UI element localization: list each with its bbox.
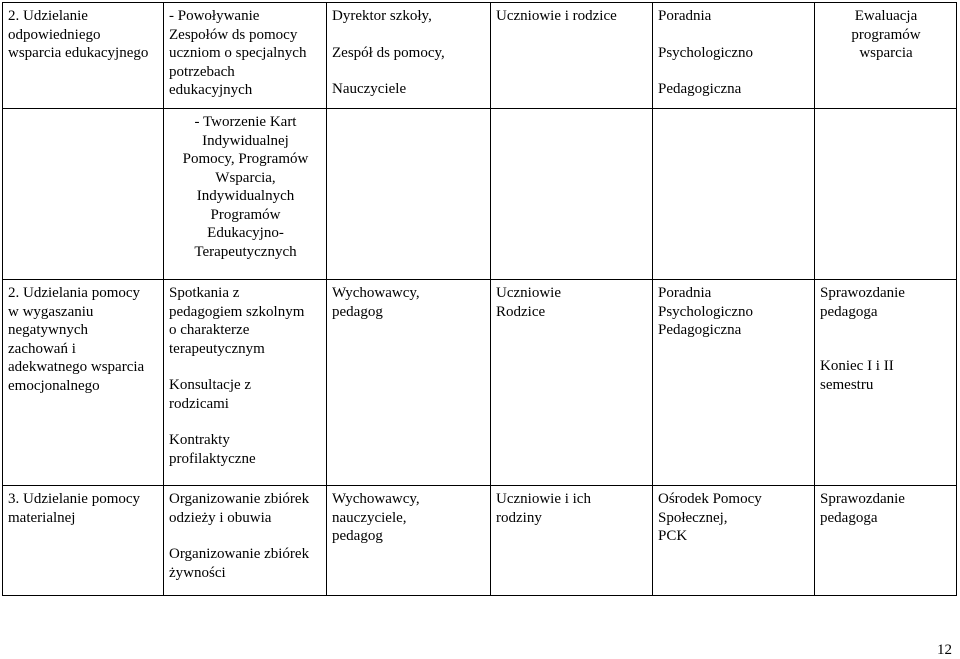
table-cell: Dyrektor szkoły, Zespół ds pomocy, Nauczyciele [327,3,491,109]
table-cell [327,109,491,280]
table-cell: Poradnia Psychologiczno Pedagogiczna [653,3,815,109]
table-cell: Sprawozdanie pedagoga Koniec I i II semestru [815,280,957,486]
table-cell [3,109,164,280]
table-cell: 2. Udzielania pomocy w wygaszaniu negatywnych zachowań i adekwatnego wsparcia emocjonalnego [3,280,164,486]
table-row [3,486,957,596]
table-cell: Spotkania z pedagogiem szkolnym o charakterze terapeutycznym Konsultacje z rodzicami Kontrakty profilaktyczne [164,280,327,486]
table-cell: Uczniowie i ich rodziny [491,486,653,596]
table-cell: Wychowawcy, pedagog [327,280,491,486]
table-cell: 2. Udzielanie odpowiedniego wsparcia edukacyjnego [3,3,164,109]
table-cell: Ośrodek Pomocy Społecznej, PCK [653,486,815,596]
table-cell [491,109,653,280]
table-cell: Wychowawcy, nauczyciele, pedagog [327,486,491,596]
table-cell: Sprawozdanie pedagoga [815,486,957,596]
document-table [2,2,957,596]
table-cell: Organizowanie zbiórek odzieży i obuwia Organizowanie zbiórek żywności [164,486,327,596]
table-cell: Uczniowie i rodzice [491,3,653,109]
table-cell [815,109,957,280]
table-cell: 3. Udzielanie pomocy materialnej [3,486,164,596]
table-cell: - Powoływanie Zespołów ds pomocy uczniom o specjalnych potrzebach edukacyjnych [164,3,327,109]
table-cell: - Tworzenie Kart Indywidualnej Pomocy, Programów Wsparcia, Indywidualnych Programów Edukacyjno- Terapeutycznych [164,109,327,280]
table-cell: Ewaluacja programów wsparcia [815,3,957,109]
table-row [3,3,957,109]
table-cell: Poradnia Psychologiczno Pedagogiczna [653,280,815,486]
table-row [3,109,957,280]
table-row [3,280,957,486]
table-cell: Uczniowie Rodzice [491,280,653,486]
page-number: 12 [937,642,952,658]
table-cell [653,109,815,280]
